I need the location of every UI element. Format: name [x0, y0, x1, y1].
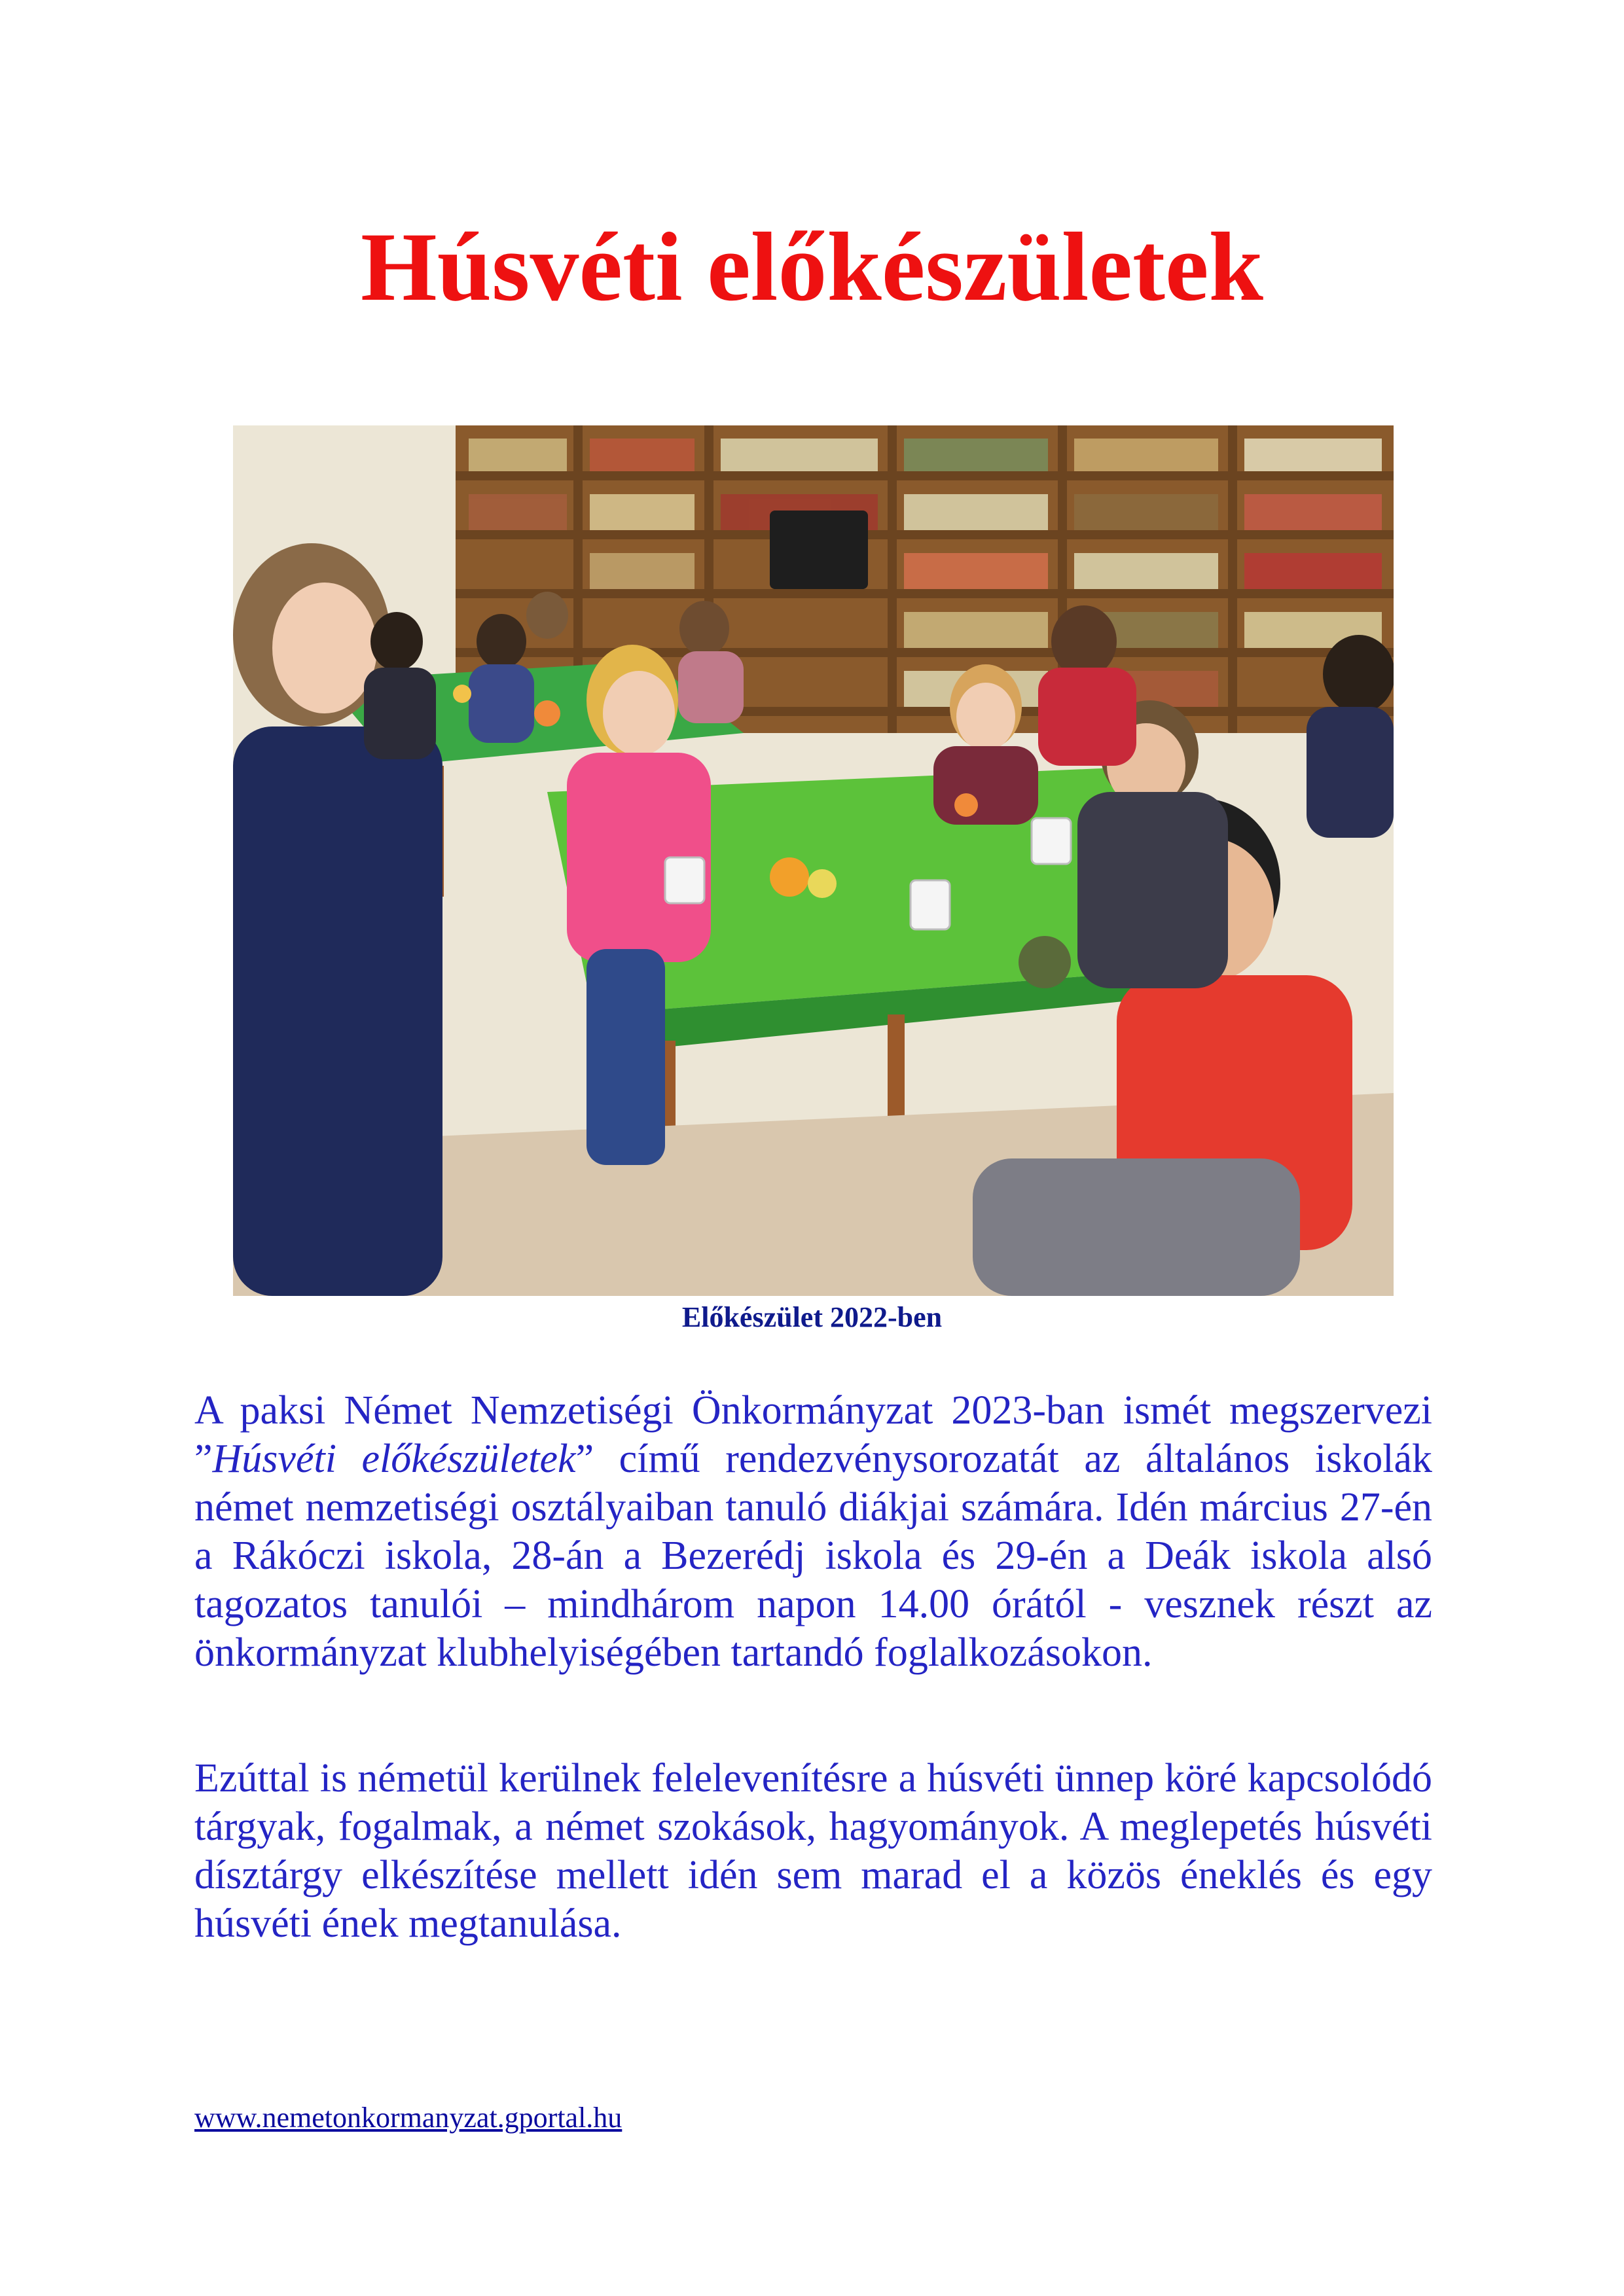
event-title-italic: Húsvéti előkészületek: [212, 1437, 576, 1481]
photo-caption: Előkészület 2022-ben: [681, 1301, 943, 1333]
details-paragraph: Ezúttal is németül kerülnek felelevenítésre a húsvéti ünnep köré kapcsolódó tárgyak, fogalmak, a német szokások, hagyományok. A meglepetés húsvéti dísztárgy elkészítése mellett idén sem marad el a közös éneklés és egy húsvéti ének megtanulása.: [194, 1756, 1432, 1946]
intro-text-start: A paksi Német Nemzetiségi Önkormányzat 2023-ban ismét megszervezi ”: [194, 1388, 1432, 1481]
page-title: Húsvéti előkészületek: [360, 213, 1263, 321]
website-link[interactable]: www.nemetonkormanyzat.gportal.hu: [194, 2102, 623, 2134]
event-photo: [233, 425, 1394, 1296]
intro-text-end: ” című rendezvénysorozatát az általános iskolák német nemzetiségi osztályaiban tanuló diákjai számára. Idén március 27-én a Rákóczi iskola, 28-án a Bezerédj iskola és 29-én a Deák iskola alsó tagozatos tanulói – mindhárom napon 14.00 órától - vesznek részt az önkormányzat klubhelyiségében tartandó foglalkozásokon.: [194, 1437, 1432, 1675]
intro-paragraph: [194, 1386, 1432, 1677]
